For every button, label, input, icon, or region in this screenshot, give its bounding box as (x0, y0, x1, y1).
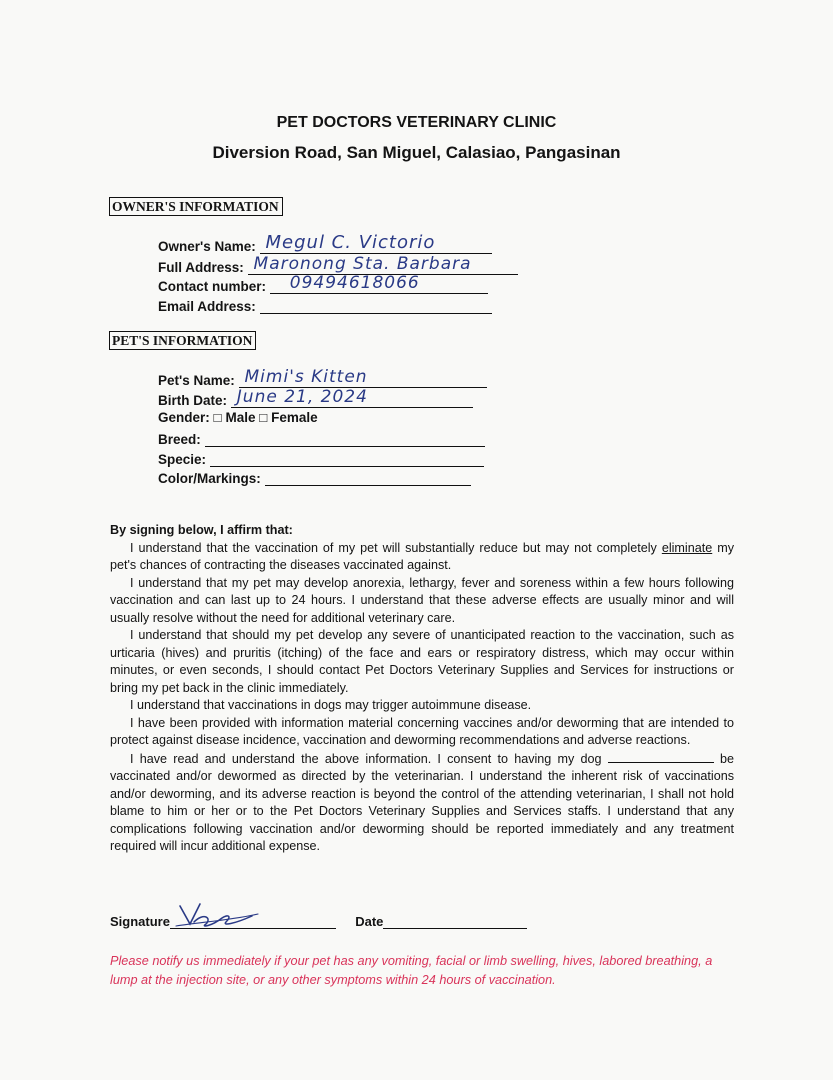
gender-male-checkbox[interactable]: □ (213, 410, 222, 425)
affirmation-paragraph-2: I understand that my pet may develop anorexia, lethargy, fever and soreness within a few hours following vaccination and can last up to 24 hours. I understand that these adverse effects are usually minor and will usually resolve without the need for additional veterinary care. (110, 575, 734, 625)
signature-line[interactable] (170, 914, 336, 929)
owner-name-value: Megul C. Victorio (265, 232, 436, 253)
pet-name-line[interactable] (239, 367, 487, 388)
clinic-address: Diversion Road, San Miguel, Calasiao, Pangasinan (212, 143, 621, 162)
pet-name-value: Mimi's Kitten (244, 367, 368, 387)
pet-gender-label: Gender: (158, 410, 210, 425)
owner-contact-line[interactable] (270, 273, 488, 294)
affirmation-paragraph-6: I have read and understand the above information. I consent to having my dog be vaccinated and/or dewormed as directed by the veterinarian. I understand the inherent risk of vaccinations and/or deworming, and its adverse reaction is beyond the control of the attending veterinarian, I shall not hold blame to him or her or to the Pet Doctors Veterinary Supplies and Services staffs. I understand that any complications following vaccination and/or deworming should be reported immediately and any treatment required will incur additional expense. (110, 751, 735, 853)
affirmation-lead: By signing below, I affirm that: (110, 523, 293, 537)
gender-female-checkbox[interactable]: □ (259, 410, 268, 425)
date-label: Date (355, 914, 384, 929)
underlined-word-eliminate: eliminate (661, 540, 713, 555)
pet-color-line[interactable] (265, 469, 471, 486)
signature-row (110, 914, 527, 929)
pet-specie-line[interactable] (210, 450, 484, 467)
pet-color-label: Color/Markings: (158, 471, 261, 486)
gender-female-label: Female (271, 410, 318, 425)
pet-breed-label: Breed: (158, 432, 201, 447)
clinic-name: PET DOCTORS VETERINARY CLINIC (276, 114, 557, 131)
date-line[interactable] (383, 914, 527, 929)
pet-breed-field[interactable] (158, 430, 485, 447)
pet-specie-label: Specie: (158, 452, 207, 467)
signature-label: Signature (110, 914, 170, 929)
affirmation-paragraph-1: I understand that the vaccination of my pet will substantially reduce but may not completely eliminate my pet's chances of contracting the diseases vaccinated against. (110, 540, 735, 572)
dog-name-blank[interactable] (608, 750, 714, 763)
affirmation-paragraph-3: I understand that should my pet develop any severe of unanticipated reaction to the vaccination, such as urticaria (hives) and pruritis (itching) of the face and ears or respiratory distress, which may occur within minutes, or even seconds, I should contact Pet Doctors Veterinary Supplies and Services for instructions or bring my pet back in the clinic immediately. (110, 628, 734, 695)
owner-section-title: OWNER'S INFORMATION (109, 197, 283, 216)
affirmation-paragraph-5: I have been provided with information material concerning vaccines and/or deworming that are intended to protect against disease incidence, vaccination and deworming recommendations and adverse reactions. (110, 715, 734, 747)
owner-email-line[interactable] (260, 297, 492, 314)
owner-name-line[interactable] (260, 232, 492, 254)
pet-birthdate-line[interactable] (231, 387, 473, 408)
pet-breed-line[interactable] (205, 430, 485, 447)
owner-address-value: Maronong Sta. Barbara (253, 254, 472, 274)
pet-birthdate-field[interactable] (158, 387, 473, 408)
pet-color-field[interactable] (158, 469, 471, 486)
pet-birthdate-value: June 21, 2024 (236, 387, 368, 407)
vaccination-notice: Please notify us immediately if your pet has any vomiting, facial or limb swelling, hives, labored breathing, a lump at the injection site, or any other symptoms within 24 hours of vaccination. (110, 954, 713, 987)
affirmation-paragraph-4: I understand that vaccinations in dogs may trigger autoimmune disease. (130, 698, 532, 712)
pet-gender-field (158, 410, 318, 425)
owner-contact-field[interactable] (158, 273, 488, 294)
pet-birthdate-label: Birth Date: (158, 393, 228, 408)
pet-name-label: Pet's Name: (158, 373, 235, 388)
owner-address-label: Full Address: (158, 260, 244, 275)
affirmation-text (110, 522, 734, 856)
signature-scribble (172, 900, 262, 930)
owner-contact-label: Contact number: (158, 279, 266, 294)
owner-email-label: Email Address: (158, 299, 256, 314)
owner-email-field[interactable] (158, 297, 492, 314)
owner-name-field[interactable] (158, 232, 492, 254)
pet-specie-field[interactable] (158, 450, 484, 467)
gender-male-label: Male (225, 410, 256, 425)
pet-section-title: PET'S INFORMATION (109, 331, 256, 350)
owner-contact-value: 09494618066 (289, 273, 420, 293)
owner-name-label: Owner's Name: (158, 239, 256, 254)
pet-name-field[interactable] (158, 367, 487, 388)
